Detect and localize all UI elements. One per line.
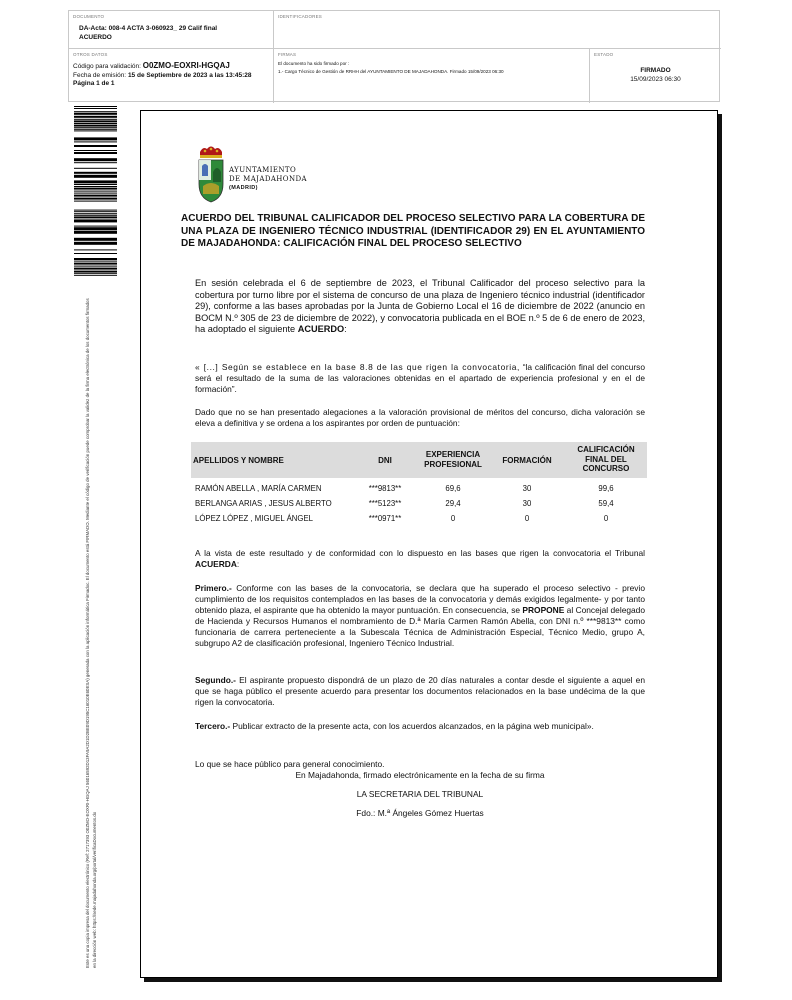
cell-formacion: 30 xyxy=(522,484,532,493)
logo-line1: AYUNTAMIENTO xyxy=(229,166,297,174)
primero-label: Primero.- xyxy=(195,583,232,593)
quote-rest: “la calificación final del concurso será el resultado de la suma de las valoraciones obtenidas en el apartado de experiencia profesional y en el de formación”. xyxy=(195,362,645,394)
cell-formacion: 0 xyxy=(524,514,530,523)
table-header-nombre: APELLIDOS Y NOMBRE xyxy=(193,456,284,465)
estado-date: 15/09/2023 06:30 xyxy=(630,76,681,83)
otros-label: OTROS DATOS xyxy=(73,52,108,57)
tercero-text: Publicar extracto de la presente acta, con los acuerdos alcanzados, en la página web municipal». xyxy=(230,721,594,731)
firmas-label: FIRMAS xyxy=(278,52,297,57)
firmas-cell xyxy=(274,49,590,103)
pagina-indicator: Página 1 de 1 xyxy=(73,80,115,87)
logo-line2: DE MAJADAHONDA xyxy=(229,175,307,183)
document-metadata-header xyxy=(68,10,720,102)
logo-text xyxy=(229,166,307,193)
table-header-experiencia: EXPERIENCIA PROFESIONAL xyxy=(424,450,482,469)
intro-suffix: : xyxy=(344,324,347,334)
codigo-validacion xyxy=(73,61,230,70)
fecha-emision xyxy=(73,72,252,79)
closing-signer-title: LA SECRETARIA DEL TRIBUNAL xyxy=(356,789,484,799)
primero-text1: Conforme con las bases de la convocatoria, se declara que ha superado el proceso selectivo - previo cumplimiento de los requisitos contemplados en las bases de la convocatoria y demás exigidos legalmente- y por tanto obtenido plaza, el aspirante que ha obtenido la mayor puntuación. En consecuencia, se xyxy=(195,583,645,615)
segundo-text: El aspirante propuesto dispondrá de un plazo de 20 días naturales a contar desde el siguiente a aquel en que se haga público el presente acuerdo para presentar los documentos relacionados en la base undécima de la que rigen la convocatoria. xyxy=(195,675,645,707)
intro-paragraph xyxy=(195,278,645,336)
firmas-line1: El documento ha sido firmado por : xyxy=(278,61,350,66)
cell-calificacion: 59,4 xyxy=(598,499,614,508)
cell-formacion: 30 xyxy=(522,499,532,508)
closing-line1: Lo que se hace público para general conocimiento. xyxy=(195,759,385,769)
fecha-value: 15 de Septiembre de 2023 a las 13:45:28 xyxy=(127,72,252,79)
dado-paragraph: Dado que no se han presentado alegaciones a la valoración provisional de méritos del concurso, dicha valoración se eleva a definitiva y se ordena a los aspirantes por orden de puntuación: xyxy=(195,407,645,428)
vista-paragraph xyxy=(195,548,645,570)
quote-paragraph xyxy=(195,362,645,395)
table-header-calificacion: CALIFICACIÓN FINAL DEL CONCURSO xyxy=(577,445,635,473)
primero-text2: al Concejal delegado de Hacienda y Recursos Humanos el nombramiento de D.ª María Carmen Ramón Abella, con DNI n.º ***9813** como funcionaria de carrera perteneciente a la Subescala Técnica de Administración Especial, Técnico Medio, grupo A, subgrupo A2 de clasificación profesional, Ingeniero Técnico Industrial. xyxy=(195,605,645,648)
quote-lead: « [...] Según se establece en la base 8.8 de las que rigen la convocatoria, xyxy=(195,362,520,372)
intro-text: En sesión celebrada el 6 de septiembre de 2023, el Tribunal Calificador del proceso selectivo para la cobertura por turno libre por el sistema de concurso de una plaza de Ingeniero técnico industrial (identificador 29), conforme a las bases aprobadas por la Junta de Gobierno Local el 16 de diciembre de 2022 (anuncio en BOCM N.º 305 de 23 de diciembre de 2022), y convocatoria publicada en el BOE n.º 5 de 6 de enero de 2023, ha adoptado el siguiente xyxy=(195,278,645,334)
segundo-paragraph xyxy=(195,675,645,708)
identificadores-label: IDENTIFICADORES xyxy=(278,14,323,19)
documento-line1: DA-Acta: 008-4 ACTA 3-060923_ 29 Calif final xyxy=(79,25,218,32)
estado-cell xyxy=(590,49,721,103)
barcode-image xyxy=(74,106,117,276)
codigo-value: O0ZMO-EOXRI-HGQAJ xyxy=(142,61,230,70)
cell-nombre: BERLANGA ARIAS , JESUS ALBERTO xyxy=(195,499,332,508)
cell-experiencia: 0 xyxy=(450,514,456,523)
primero-bold: PROPONE xyxy=(522,605,565,615)
identificadores-cell xyxy=(274,11,721,49)
primero-paragraph xyxy=(195,583,645,649)
cell-calificacion: 99,6 xyxy=(598,484,614,493)
vista-suffix: : xyxy=(236,559,240,569)
cell-dni: ***0971** xyxy=(368,514,402,523)
documento-cell xyxy=(69,11,274,49)
codigo-prefix: Código para validación: xyxy=(73,63,141,70)
logo-line3: (MADRID) xyxy=(229,185,258,191)
vista-text: A la vista de este resultado y de conformidad con lo dispuesto en las bases que rigen la convocatoria el Tribunal xyxy=(195,548,645,558)
fecha-prefix: Fecha de emisión: xyxy=(73,72,127,79)
estado-label: ESTADO xyxy=(594,52,614,57)
cell-calificacion: 0 xyxy=(603,514,609,523)
otros-datos-cell xyxy=(69,49,274,103)
vista-bold: ACUERDA xyxy=(195,559,237,569)
document-title: ACUERDO DEL TRIBUNAL CALIFICADOR DEL PROCESO SELECTIVO PARA LA COBERTURA DE UNA PLAZA DE INGENIERO TÉCNICO INDUSTRIAL (IDENTIFICADOR 29) EN EL AYUNTAMIENTO DE MAJADAHONDA: CALIFICACIÓN FINAL DEL PROCESO SELECTIVO xyxy=(181,213,645,249)
documento-label: DOCUMENTO xyxy=(73,14,105,19)
documento-line2: ACUERDO xyxy=(79,34,112,41)
tercero-paragraph xyxy=(195,721,645,732)
intro-bold: ACUERDO xyxy=(297,324,345,334)
table-header-dni: DNI xyxy=(378,456,392,465)
cell-nombre: LÓPEZ LÓPEZ , MIGUEL ÁNGEL xyxy=(195,514,313,523)
closing-signer-name: Fdo.: M.ª Ángeles Gómez Huertas xyxy=(356,808,484,818)
verification-side-text: Este es una copia impresa del documento electrónico (Ref: 2717393 O0ZMO-EOXRI-HGQAJ 56016592D13FA9A2D1D2BE09D195C16010E60ESA) generada con la aplicación informática Firmadoc. El documento está FIRMADO. Mediante el código de verificación puede comprobar la validez de la firma electrónica de los documentos firmados en la dirección web: https://sede.majadahonda.org/portal/verificaDocumentos.do xyxy=(85,298,97,968)
cell-experiencia: 69,6 xyxy=(445,484,461,493)
cell-dni: ***9813** xyxy=(368,484,402,493)
table-header-formacion: FORMACIÓN xyxy=(502,456,552,465)
cell-dni: ***5123** xyxy=(368,499,402,508)
closing-line2: En Majadahonda, firmado electrónicamente en la fecha de su firma xyxy=(295,770,545,780)
firmas-line2: 1.- Cargo Técnico de Gestión de RRHH del AYUNTAMIENTO DE MAJADAHONDA. Firmado 15/09/2023 06:30 xyxy=(278,69,504,74)
majadahonda-coat-of-arms-icon xyxy=(195,144,227,204)
segundo-label: Segundo.- xyxy=(195,675,236,685)
cell-nombre: RAMÓN ABELLA , MARÍA CARMEN xyxy=(195,484,322,493)
cell-experiencia: 29,4 xyxy=(445,499,461,508)
tercero-label: Tercero.- xyxy=(195,721,231,731)
estado-value: FIRMADO xyxy=(640,67,671,74)
